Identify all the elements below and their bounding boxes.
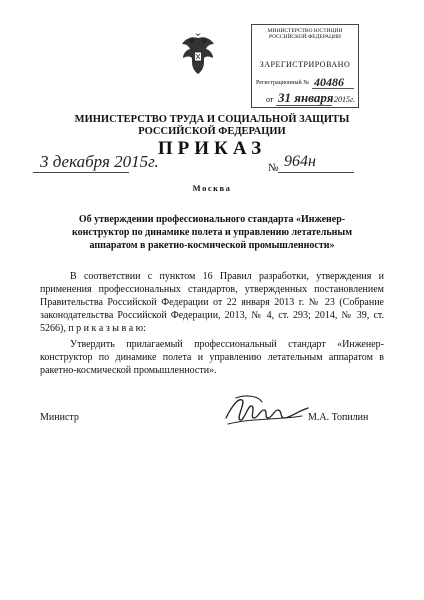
stamp-registered-label: ЗАРЕГИСТРИРОВАНО bbox=[259, 60, 351, 69]
date-underline bbox=[33, 172, 129, 173]
document-title: Об утверждении профессионального стандарта «Инженер-конструктор по динамике полета и управлению летательным аппаратом в ракетно-космической промышленности» bbox=[72, 214, 352, 251]
stamp-reg-number: 40486 bbox=[314, 75, 344, 89]
body-paragraph: Утвердить прилагаемый профессиональный стандарт «Инженер-конструктор по динамике полета и управлению летательным аппаратом в ракетно-космической промышленности». bbox=[40, 339, 384, 376]
order-date: 3 декабря 2015г. bbox=[40, 152, 159, 171]
russian-coat-of-arms-icon bbox=[180, 32, 216, 76]
signatory-position: Министр bbox=[40, 412, 79, 423]
order-number: 964н bbox=[284, 153, 316, 170]
stamp-header: МИНИСТЕРСТВО ЮСТИЦИИ РОССИЙСКОЙ ФЕДЕРАЦИИ bbox=[267, 28, 343, 40]
body-paragraph: В соответствии с пунктом 16 Правил разработки, утверждения и применения профессиональных стандартов, утвержденных постановлением Правительства Российской Федерации от 22 января 2013 г. № 23 (Собрание законодательства Российской Федерации, 2013, № 4, ст. 293; 2014, № 39, ст. 5266), п р и к а з ы в а ю: bbox=[40, 271, 384, 334]
order-number-sign: № bbox=[268, 162, 279, 174]
ministry-name: МИНИСТЕРСТВО ТРУДА И СОЦИАЛЬНОЙ ЗАЩИТЫ РОССИЙСКОЙ ФЕДЕРАЦИИ bbox=[74, 114, 350, 137]
registration-stamp bbox=[251, 24, 359, 108]
stamp-date: 31 января bbox=[278, 90, 334, 105]
stamp-year: 2015г. bbox=[334, 95, 356, 104]
stamp-date-prefix: от bbox=[266, 95, 274, 104]
city: Москва bbox=[192, 183, 232, 193]
document-type: ПРИКАЗ bbox=[157, 138, 267, 159]
signature-icon bbox=[222, 388, 312, 432]
stamp-reg-number-label: Регистрационный № bbox=[256, 80, 309, 86]
signatory-name: М.А. Топилин bbox=[308, 412, 369, 423]
number-underline bbox=[278, 172, 354, 173]
